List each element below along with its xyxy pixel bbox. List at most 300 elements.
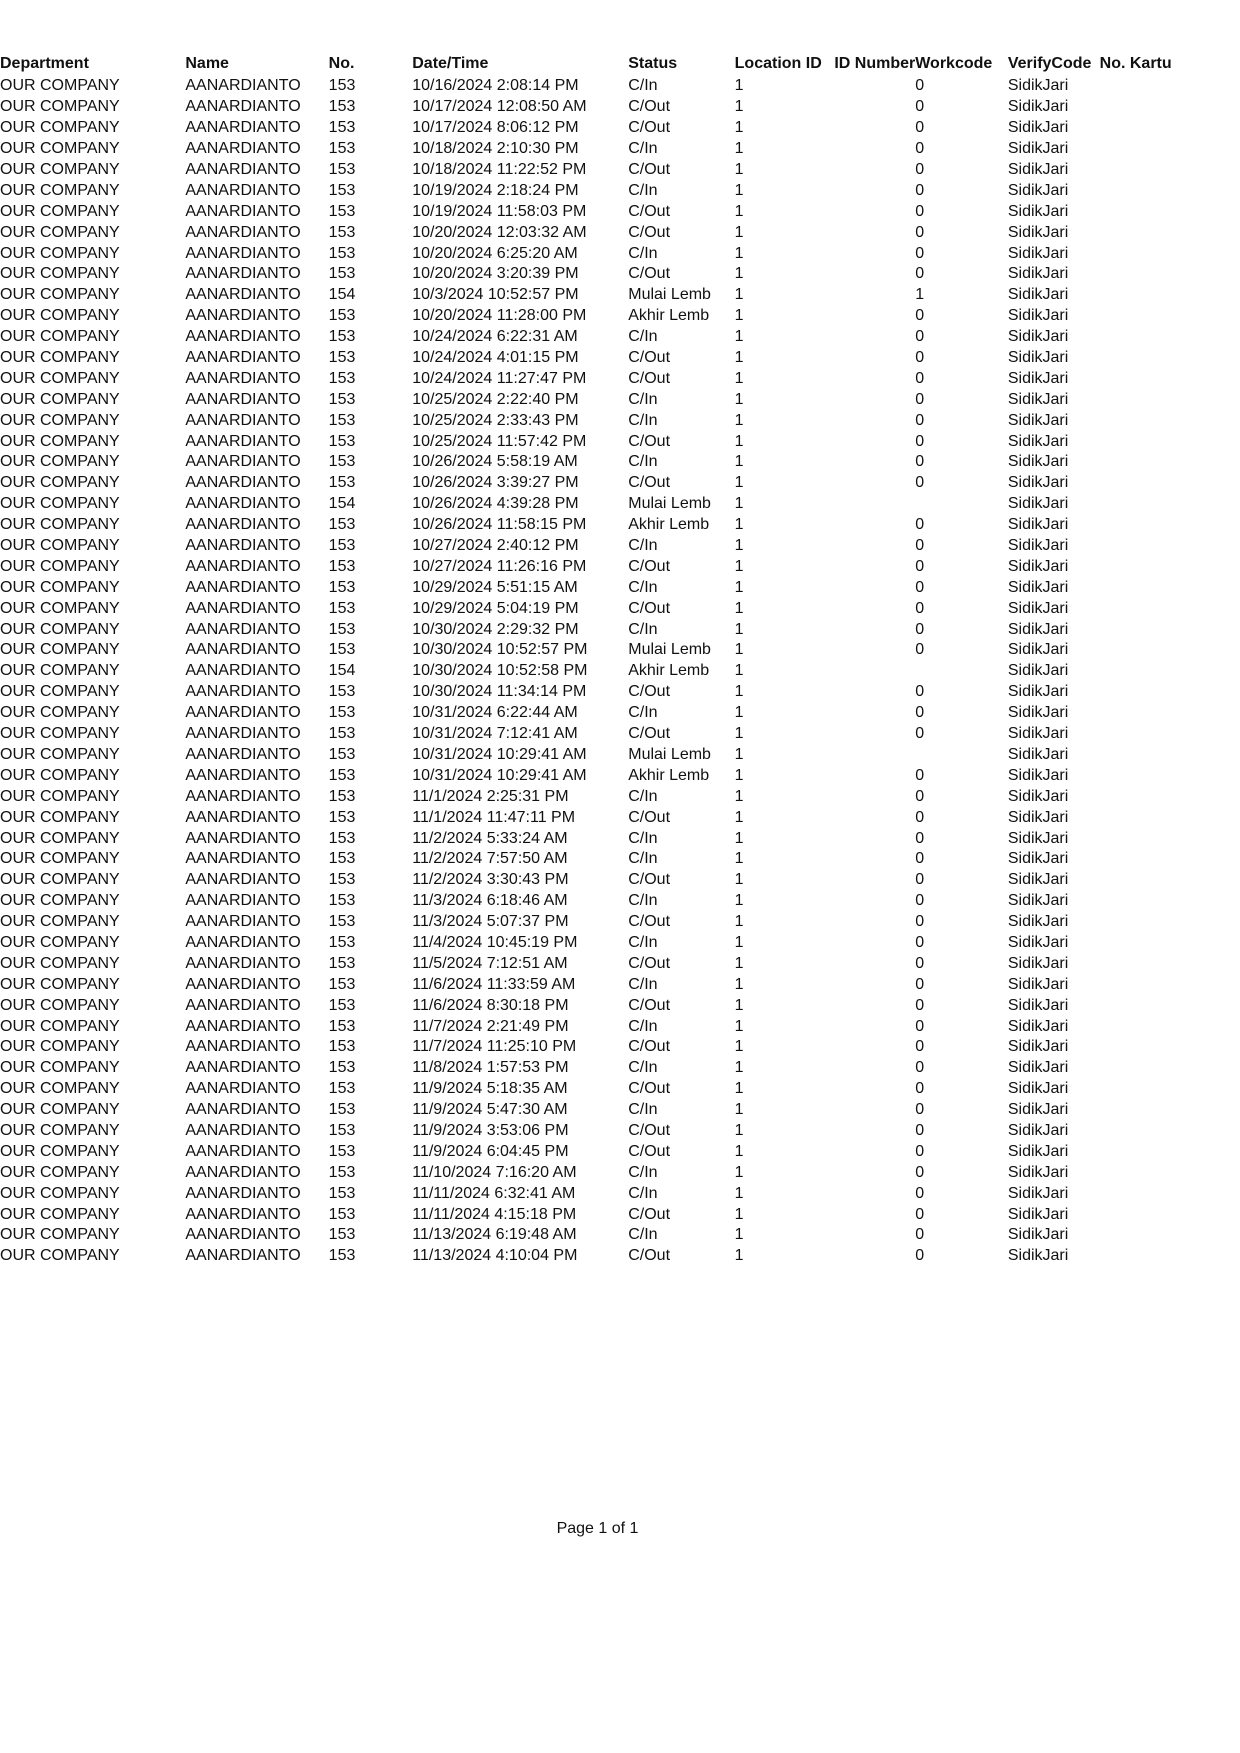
cell-status: C/Out <box>628 871 671 889</box>
cell-department: OUR COMPANY <box>0 1017 120 1035</box>
cell-status: C/Out <box>628 1121 671 1139</box>
cell-no-kartu <box>1100 1246 1240 1267</box>
cell-no: 153 <box>328 1184 356 1202</box>
cell-no-kartu <box>1100 306 1240 327</box>
cell-no: 153 <box>328 1059 356 1077</box>
table-body <box>0 76 1240 1267</box>
cell-status: C/In <box>628 620 658 638</box>
cell-workcode: 0 <box>915 933 925 951</box>
cell-location-id: 1 <box>734 77 744 95</box>
cell-id-number <box>834 410 915 431</box>
cell-datetime: 11/2/2024 7:57:50 AM <box>412 850 568 868</box>
cell-datetime: 11/9/2024 6:04:45 PM <box>412 1142 569 1160</box>
cell-status: C/Out <box>628 913 671 931</box>
cell-verifycode: SidikJari <box>1007 537 1069 555</box>
column-header-department: Department <box>0 55 89 72</box>
cell-department: OUR COMPANY <box>0 98 120 116</box>
cell-id-number <box>834 160 915 181</box>
table-row <box>0 1246 1240 1267</box>
cell-id-number <box>834 348 915 369</box>
cell-location-id: 1 <box>734 725 744 743</box>
column-header-location-id: Location ID <box>734 55 822 72</box>
cell-department: OUR COMPANY <box>0 244 120 262</box>
cell-workcode: 0 <box>915 453 925 471</box>
cell-status: C/In <box>628 1101 658 1119</box>
cell-verifycode: SidikJari <box>1007 745 1069 763</box>
cell-status: C/Out <box>628 223 671 241</box>
table-row <box>0 515 1240 536</box>
cell-no-kartu <box>1100 1058 1240 1079</box>
cell-location-id: 1 <box>734 766 744 784</box>
cell-id-number <box>834 828 915 849</box>
cell-workcode: 0 <box>915 390 925 408</box>
cell-no: 153 <box>328 411 356 429</box>
cell-datetime: 10/19/2024 11:58:03 PM <box>412 202 587 220</box>
cell-verifycode: SidikJari <box>1007 1017 1069 1035</box>
cell-workcode: 0 <box>915 411 925 429</box>
cell-department: OUR COMPANY <box>0 1184 120 1202</box>
cell-workcode: 0 <box>915 787 925 805</box>
table-row <box>0 828 1240 849</box>
cell-id-number <box>834 640 915 661</box>
column-header-status: Status <box>628 55 678 72</box>
cell-datetime: 10/20/2024 6:25:20 AM <box>412 244 578 262</box>
cell-no-kartu <box>1100 160 1240 181</box>
cell-verifycode: SidikJari <box>1007 996 1069 1014</box>
cell-datetime: 10/18/2024 2:10:30 PM <box>412 140 579 158</box>
cell-location-id: 1 <box>734 1017 744 1035</box>
cell-workcode: 0 <box>915 516 925 534</box>
cell-no: 153 <box>328 975 356 993</box>
cell-datetime: 11/13/2024 4:10:04 PM <box>412 1247 578 1265</box>
cell-no-kartu <box>1100 828 1240 849</box>
cell-workcode: 0 <box>915 307 925 325</box>
cell-id-number <box>834 306 915 327</box>
cell-name: AANARDIANTO <box>185 1226 301 1244</box>
cell-id-number <box>834 703 915 724</box>
cell-location-id: 1 <box>734 996 744 1014</box>
cell-verifycode: SidikJari <box>1007 829 1069 847</box>
cell-no-kartu <box>1100 1121 1240 1142</box>
cell-workcode: 0 <box>915 223 925 241</box>
cell-no-kartu <box>1100 389 1240 410</box>
cell-location-id: 1 <box>734 808 744 826</box>
table-row <box>0 765 1240 786</box>
column-header-no: No. <box>328 55 355 72</box>
cell-verifycode: SidikJari <box>1007 223 1069 241</box>
cell-department: OUR COMPANY <box>0 161 120 178</box>
cell-datetime: 10/27/2024 2:40:12 PM <box>412 537 579 555</box>
cell-department: OUR COMPANY <box>0 871 120 889</box>
cell-status: Akhir Lemb <box>628 662 710 680</box>
cell-workcode: 0 <box>915 537 925 555</box>
cell-no-kartu <box>1100 849 1240 870</box>
cell-status: C/Out <box>628 369 671 387</box>
cell-datetime: 10/24/2024 11:27:47 PM <box>412 369 587 387</box>
cell-name: AANARDIANTO <box>185 996 301 1014</box>
cell-no: 153 <box>328 704 356 722</box>
cell-datetime: 10/29/2024 5:51:15 AM <box>412 578 578 596</box>
column-header-verifycode: VerifyCode <box>1007 55 1092 72</box>
cell-department: OUR COMPANY <box>0 495 120 513</box>
table-row <box>0 118 1240 139</box>
cell-name: AANARDIANTO <box>185 578 301 596</box>
cell-id-number <box>834 556 915 577</box>
cell-id-number <box>834 682 915 703</box>
cell-datetime: 11/3/2024 6:18:46 AM <box>412 892 568 910</box>
cell-verifycode: SidikJari <box>1007 933 1069 951</box>
table-row <box>0 1121 1240 1142</box>
cell-location-id: 1 <box>734 745 744 763</box>
cell-id-number <box>834 1141 915 1162</box>
cell-workcode: 0 <box>915 474 925 492</box>
table-row <box>0 640 1240 661</box>
cell-status: C/In <box>628 390 658 408</box>
cell-no-kartu <box>1100 536 1240 557</box>
cell-datetime: 11/6/2024 8:30:18 PM <box>412 996 569 1014</box>
column-header-name: Name <box>185 55 229 72</box>
table-header-row <box>0 52 1240 76</box>
cell-no: 153 <box>328 578 356 596</box>
cell-no: 153 <box>328 1080 356 1098</box>
cell-no-kartu <box>1100 1183 1240 1204</box>
cell-department: OUR COMPANY <box>0 620 120 638</box>
cell-datetime: 10/30/2024 11:34:14 PM <box>412 683 587 701</box>
cell-department: OUR COMPANY <box>0 181 120 199</box>
cell-no-kartu <box>1100 118 1240 139</box>
cell-department: OUR COMPANY <box>0 516 120 534</box>
cell-name: AANARDIANTO <box>185 307 301 325</box>
table-row <box>0 452 1240 473</box>
cell-verifycode: SidikJari <box>1007 641 1069 659</box>
cell-name: AANARDIANTO <box>185 244 301 262</box>
cell-datetime: 10/16/2024 2:08:14 PM <box>412 77 579 95</box>
cell-department: OUR COMPANY <box>0 1080 120 1098</box>
cell-workcode: 0 <box>915 850 925 868</box>
cell-name: AANARDIANTO <box>185 871 301 889</box>
table-row <box>0 348 1240 369</box>
cell-datetime: 11/7/2024 11:25:10 PM <box>412 1038 577 1056</box>
cell-department: OUR COMPANY <box>0 1205 120 1223</box>
cell-verifycode: SidikJari <box>1007 286 1069 304</box>
cell-datetime: 11/7/2024 2:21:49 PM <box>412 1017 569 1035</box>
table-row <box>0 76 1240 97</box>
cell-department: OUR COMPANY <box>0 745 120 763</box>
cell-verifycode: SidikJari <box>1007 516 1069 534</box>
cell-no-kartu <box>1100 452 1240 473</box>
cell-location-id: 1 <box>734 286 744 304</box>
cell-verifycode: SidikJari <box>1007 390 1069 408</box>
cell-verifycode: SidikJari <box>1007 411 1069 429</box>
cell-datetime: 10/18/2024 11:22:52 PM <box>412 161 587 178</box>
cell-department: OUR COMPANY <box>0 787 120 805</box>
cell-department: OUR COMPANY <box>0 223 120 241</box>
cell-verifycode: SidikJari <box>1007 202 1069 220</box>
cell-name: AANARDIANTO <box>185 265 301 283</box>
cell-verifycode: SidikJari <box>1007 432 1069 450</box>
cell-workcode: 0 <box>915 683 925 701</box>
cell-no-kartu <box>1100 431 1240 452</box>
cell-datetime: 11/1/2024 2:25:31 PM <box>412 787 569 805</box>
cell-status: C/In <box>628 892 658 910</box>
cell-no: 153 <box>328 265 356 283</box>
cell-no: 153 <box>328 871 356 889</box>
cell-no-kartu <box>1100 494 1240 515</box>
cell-workcode: 0 <box>915 1247 925 1265</box>
cell-no: 153 <box>328 787 356 805</box>
column-header-workcode: Workcode <box>915 55 993 72</box>
cell-no: 153 <box>328 537 356 555</box>
table-row <box>0 703 1240 724</box>
cell-verifycode: SidikJari <box>1007 787 1069 805</box>
cell-location-id: 1 <box>734 1163 744 1181</box>
cell-name: AANARDIANTO <box>185 1101 301 1119</box>
cell-id-number <box>834 891 915 912</box>
cell-workcode: 0 <box>915 1121 925 1139</box>
cell-workcode: 0 <box>915 1184 925 1202</box>
cell-no-kartu <box>1100 870 1240 891</box>
cell-location-id: 1 <box>734 871 744 889</box>
cell-name: AANARDIANTO <box>185 181 301 199</box>
cell-no: 153 <box>328 913 356 931</box>
cell-no: 153 <box>328 453 356 471</box>
cell-verifycode: SidikJari <box>1007 1205 1069 1223</box>
cell-datetime: 10/31/2024 7:12:41 AM <box>412 725 578 743</box>
cell-location-id: 1 <box>734 453 744 471</box>
table-row <box>0 807 1240 828</box>
cell-datetime: 10/31/2024 10:29:41 AM <box>412 766 587 784</box>
cell-id-number <box>834 661 915 682</box>
cell-location-id: 1 <box>734 683 744 701</box>
cell-location-id: 1 <box>734 98 744 116</box>
cell-workcode: 0 <box>915 1059 925 1077</box>
cell-name: AANARDIANTO <box>185 98 301 116</box>
cell-no: 153 <box>328 745 356 763</box>
cell-verifycode: SidikJari <box>1007 244 1069 262</box>
cell-datetime: 11/4/2024 10:45:19 PM <box>412 933 578 951</box>
cell-department: OUR COMPANY <box>0 390 120 408</box>
cell-location-id: 1 <box>734 223 744 241</box>
cell-id-number <box>834 912 915 933</box>
cell-no: 153 <box>328 808 356 826</box>
cell-department: OUR COMPANY <box>0 119 120 137</box>
column-header-id-number: ID Number <box>834 55 916 72</box>
cell-verifycode: SidikJari <box>1007 683 1069 701</box>
cell-verifycode: SidikJari <box>1007 599 1069 617</box>
cell-datetime: 10/19/2024 2:18:24 PM <box>412 181 579 199</box>
cell-name: AANARDIANTO <box>185 1059 301 1077</box>
cell-name: AANARDIANTO <box>185 453 301 471</box>
cell-no: 153 <box>328 432 356 450</box>
cell-status: C/In <box>628 704 658 722</box>
cell-datetime: 10/20/2024 3:20:39 PM <box>412 265 579 283</box>
cell-no-kartu <box>1100 995 1240 1016</box>
cell-status: C/In <box>628 1059 658 1077</box>
table-row <box>0 1225 1240 1246</box>
cell-verifycode: SidikJari <box>1007 766 1069 784</box>
cell-no-kartu <box>1100 243 1240 264</box>
cell-no: 153 <box>328 1038 356 1056</box>
cell-department: OUR COMPANY <box>0 1059 120 1077</box>
cell-status: C/In <box>628 1163 658 1181</box>
cell-no-kartu <box>1100 933 1240 954</box>
table-row <box>0 139 1240 160</box>
cell-verifycode: SidikJari <box>1007 140 1069 158</box>
cell-location-id: 1 <box>734 662 744 680</box>
cell-no-kartu <box>1100 139 1240 160</box>
cell-verifycode: SidikJari <box>1007 892 1069 910</box>
cell-department: OUR COMPANY <box>0 349 120 367</box>
cell-status: C/Out <box>628 432 671 450</box>
cell-datetime: 10/26/2024 4:39:28 PM <box>412 495 579 513</box>
table-row <box>0 556 1240 577</box>
cell-datetime: 11/9/2024 5:18:35 AM <box>412 1080 568 1098</box>
cell-workcode: 0 <box>915 599 925 617</box>
cell-verifycode: SidikJari <box>1007 725 1069 743</box>
cell-workcode: 0 <box>915 181 925 199</box>
cell-datetime: 10/20/2024 11:28:00 PM <box>412 307 587 325</box>
cell-status: Akhir Lemb <box>628 766 710 784</box>
cell-workcode: 0 <box>915 1101 925 1119</box>
cell-verifycode: SidikJari <box>1007 328 1069 346</box>
cell-status: C/In <box>628 975 658 993</box>
cell-workcode: 0 <box>915 328 925 346</box>
cell-no-kartu <box>1100 264 1240 285</box>
cell-datetime: 10/24/2024 6:22:31 AM <box>412 328 578 346</box>
cell-verifycode: SidikJari <box>1007 349 1069 367</box>
cell-verifycode: SidikJari <box>1007 662 1069 680</box>
cell-name: AANARDIANTO <box>185 913 301 931</box>
cell-location-id: 1 <box>734 1184 744 1202</box>
cell-name: AANARDIANTO <box>185 349 301 367</box>
cell-department: OUR COMPANY <box>0 704 120 722</box>
cell-name: AANARDIANTO <box>185 1184 301 1202</box>
cell-workcode: 0 <box>915 808 925 826</box>
table-row <box>0 1016 1240 1037</box>
cell-location-id: 1 <box>734 495 744 513</box>
table-row <box>0 661 1240 682</box>
cell-verifycode: SidikJari <box>1007 1101 1069 1119</box>
cell-name: AANARDIANTO <box>185 516 301 534</box>
cell-datetime: 11/11/2024 6:32:41 AM <box>412 1184 576 1202</box>
cell-location-id: 1 <box>734 892 744 910</box>
cell-workcode: 0 <box>915 913 925 931</box>
cell-no: 153 <box>328 77 356 95</box>
cell-status: C/Out <box>628 119 671 137</box>
cell-name: AANARDIANTO <box>185 892 301 910</box>
cell-status: C/Out <box>628 557 671 575</box>
cell-status: Mulai Lemb <box>628 641 711 659</box>
cell-no-kartu <box>1100 556 1240 577</box>
cell-no: 153 <box>328 140 356 158</box>
cell-datetime: 10/30/2024 2:29:32 PM <box>412 620 579 638</box>
table-row <box>0 431 1240 452</box>
cell-location-id: 1 <box>734 913 744 931</box>
cell-no-kartu <box>1100 201 1240 222</box>
cell-name: AANARDIANTO <box>185 474 301 492</box>
table-row <box>0 285 1240 306</box>
cell-name: AANARDIANTO <box>185 683 301 701</box>
cell-department: OUR COMPANY <box>0 766 120 784</box>
cell-workcode: 0 <box>915 432 925 450</box>
cell-department: OUR COMPANY <box>0 307 120 325</box>
cell-location-id: 1 <box>734 265 744 283</box>
cell-department: OUR COMPANY <box>0 850 120 868</box>
cell-location-id: 1 <box>734 307 744 325</box>
cell-name: AANARDIANTO <box>185 641 301 659</box>
cell-workcode: 0 <box>915 1142 925 1160</box>
cell-department: OUR COMPANY <box>0 1163 120 1181</box>
cell-status: C/In <box>628 1184 658 1202</box>
table-row <box>0 1079 1240 1100</box>
cell-id-number <box>834 1100 915 1121</box>
cell-id-number <box>834 389 915 410</box>
cell-no-kartu <box>1100 640 1240 661</box>
cell-no-kartu <box>1100 473 1240 494</box>
cell-no-kartu <box>1100 327 1240 348</box>
cell-location-id: 1 <box>734 1059 744 1077</box>
cell-no: 153 <box>328 1101 356 1119</box>
cell-location-id: 1 <box>734 328 744 346</box>
cell-workcode: 0 <box>915 620 925 638</box>
cell-status: C/In <box>628 1017 658 1035</box>
cell-workcode: 0 <box>915 641 925 659</box>
cell-workcode <box>915 745 1008 766</box>
cell-id-number <box>834 285 915 306</box>
cell-datetime: 10/24/2024 4:01:15 PM <box>412 349 579 367</box>
cell-no: 153 <box>328 390 356 408</box>
cell-status: C/In <box>628 787 658 805</box>
table-row <box>0 243 1240 264</box>
cell-verifycode: SidikJari <box>1007 850 1069 868</box>
cell-status: Mulai Lemb <box>628 495 711 513</box>
cell-status: C/In <box>628 578 658 596</box>
cell-datetime: 11/2/2024 3:30:43 PM <box>412 871 569 889</box>
cell-verifycode: SidikJari <box>1007 913 1069 931</box>
cell-status: C/Out <box>628 1142 671 1160</box>
cell-datetime: 10/26/2024 3:39:27 PM <box>412 474 579 492</box>
cell-workcode: 0 <box>915 1205 925 1223</box>
cell-location-id: 1 <box>734 557 744 575</box>
table-row <box>0 912 1240 933</box>
cell-no: 153 <box>328 683 356 701</box>
cell-id-number <box>834 870 915 891</box>
cell-no-kartu <box>1100 598 1240 619</box>
cell-id-number <box>834 431 915 452</box>
cell-location-id: 1 <box>734 599 744 617</box>
cell-datetime: 11/11/2024 4:15:18 PM <box>412 1205 577 1223</box>
cell-status: C/In <box>628 829 658 847</box>
cell-no: 153 <box>328 98 356 116</box>
cell-status: C/Out <box>628 161 671 178</box>
cell-name: AANARDIANTO <box>185 432 301 450</box>
cell-no-kartu <box>1100 348 1240 369</box>
cell-datetime: 11/8/2024 1:57:53 PM <box>412 1059 569 1077</box>
cell-no: 153 <box>328 369 356 387</box>
cell-workcode: 0 <box>915 871 925 889</box>
table-row <box>0 1183 1240 1204</box>
cell-id-number <box>834 807 915 828</box>
cell-department: OUR COMPANY <box>0 1226 120 1244</box>
cell-workcode: 0 <box>915 725 925 743</box>
cell-verifycode: SidikJari <box>1007 495 1069 513</box>
table-row <box>0 974 1240 995</box>
table-row <box>0 1162 1240 1183</box>
cell-department: OUR COMPANY <box>0 328 120 346</box>
cell-no: 153 <box>328 181 356 199</box>
cell-workcode: 0 <box>915 996 925 1014</box>
cell-id-number <box>834 724 915 745</box>
